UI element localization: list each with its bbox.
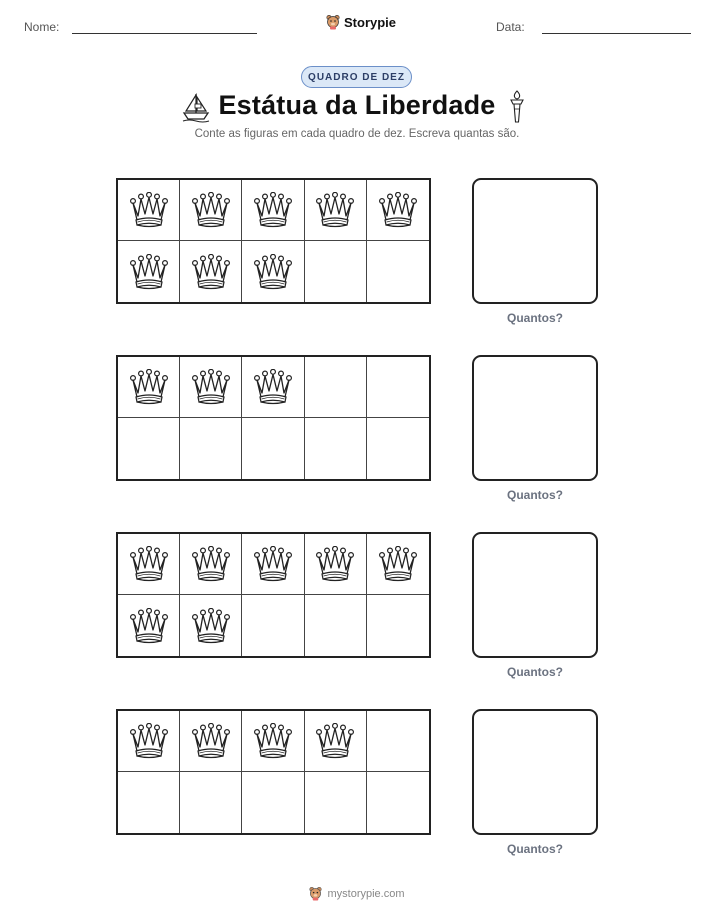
ten-frame-cell [180, 180, 242, 241]
ten-frame-cell [367, 534, 429, 595]
crown-icon [253, 546, 293, 582]
crown-icon [191, 546, 231, 582]
brand-logo [326, 14, 396, 30]
date-label: Data: [496, 20, 525, 34]
ten-frame-cell [242, 772, 304, 833]
ten-frame-cell [367, 241, 429, 302]
brand-name: Storypie [344, 14, 397, 30]
crown-icon [315, 546, 355, 582]
ten-frame-cell [118, 772, 180, 833]
ten-frame-cell [118, 357, 180, 418]
torch-icon [508, 90, 526, 124]
crown-icon [253, 723, 293, 759]
ten-frame-cell [305, 711, 367, 772]
crown-icon [129, 192, 169, 228]
ten-frame-cell [242, 357, 304, 418]
ten-frame-cell [367, 180, 429, 241]
ten-frame [116, 178, 431, 304]
ten-frame-cell [180, 418, 242, 479]
answer-box[interactable] [472, 709, 598, 835]
ten-frame-cell [180, 534, 242, 595]
instructions: Conte as figuras em cada quadro de dez. Escreva quantas são. [194, 128, 520, 140]
crown-icon [315, 723, 355, 759]
date-line[interactable] [542, 33, 691, 34]
ten-frame-cell [305, 772, 367, 833]
footer [0, 886, 714, 901]
ten-frame-cell [305, 418, 367, 479]
ten-frame-cell [118, 180, 180, 241]
ten-frame-cell [242, 534, 304, 595]
answer-box[interactable] [472, 178, 598, 304]
crown-icon [253, 369, 293, 405]
bear-icon [326, 14, 340, 30]
answer-box[interactable] [472, 532, 598, 658]
ten-frame-cell [118, 595, 180, 656]
ten-frame-cell [305, 180, 367, 241]
ten-frame-cell [118, 418, 180, 479]
crown-icon [129, 608, 169, 644]
ten-frame-cell [367, 357, 429, 418]
how-many-label: Quantos? [507, 665, 563, 679]
ten-frame-cell [242, 711, 304, 772]
crown-icon [191, 192, 231, 228]
ten-frame-cell [242, 418, 304, 479]
crown-icon [129, 254, 169, 290]
answer-box[interactable] [472, 355, 598, 481]
ten-frame-cell [305, 595, 367, 656]
ten-frame-cell [180, 357, 242, 418]
name-line[interactable] [72, 33, 257, 34]
ten-frame-cell [242, 180, 304, 241]
ten-frame [116, 355, 431, 481]
crown-icon [129, 723, 169, 759]
ten-frame-cell [305, 357, 367, 418]
ten-frame-cell [180, 772, 242, 833]
bear-icon [309, 886, 322, 901]
worksheet-type-badge: QUADRO DE DEZ [301, 66, 412, 88]
ten-frame-cell [118, 241, 180, 302]
ten-frame-cell [367, 595, 429, 656]
how-many-label: Quantos? [507, 488, 563, 502]
ten-frame [116, 709, 431, 835]
ten-frame-cell [180, 241, 242, 302]
ten-frame-cell [367, 711, 429, 772]
ten-frame-cell [367, 418, 429, 479]
footer-url: mystorypie.com [327, 887, 405, 900]
ten-frame-cell [118, 711, 180, 772]
ten-frame-cell [242, 241, 304, 302]
crown-icon [129, 369, 169, 405]
ten-frame-cell [180, 711, 242, 772]
page-title: Estátua da Liberdade [218, 90, 496, 120]
crown-icon [315, 192, 355, 228]
crown-icon [378, 546, 418, 582]
how-many-label: Quantos? [507, 842, 563, 856]
crown-icon [129, 546, 169, 582]
crown-icon [191, 254, 231, 290]
ten-frame [116, 532, 431, 658]
name-label: Nome: [24, 20, 60, 34]
crown-icon [378, 192, 418, 228]
crown-icon [191, 723, 231, 759]
ten-frame-cell [367, 772, 429, 833]
ten-frame-cell [180, 595, 242, 656]
crown-icon [191, 369, 231, 405]
ten-frame-cell [305, 241, 367, 302]
how-many-label: Quantos? [507, 311, 563, 325]
crown-icon [253, 254, 293, 290]
ten-frame-cell [118, 534, 180, 595]
ten-frame-cell [305, 534, 367, 595]
crown-icon [191, 608, 231, 644]
crown-icon [253, 192, 293, 228]
ten-frame-cell [242, 595, 304, 656]
